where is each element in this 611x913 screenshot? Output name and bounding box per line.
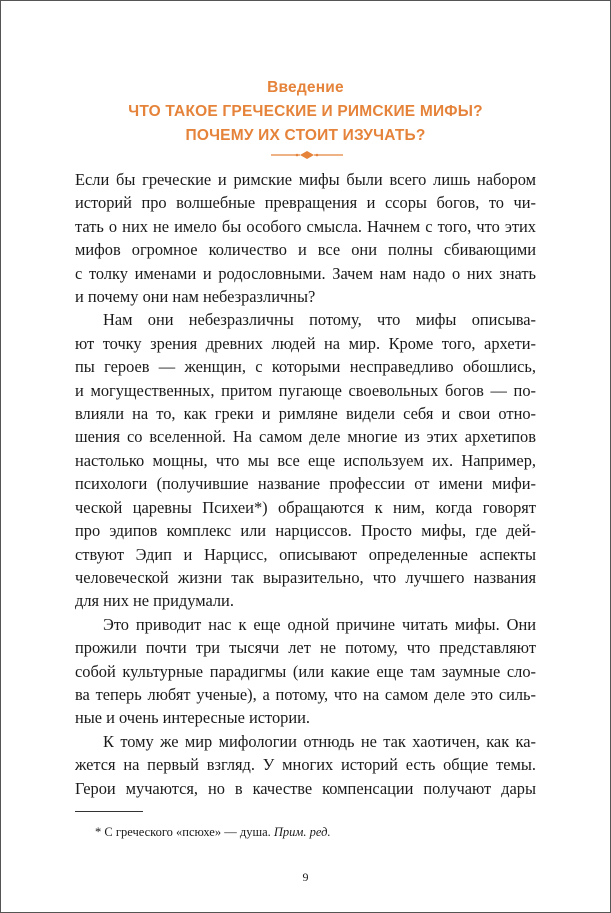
text-line: Герои мучаются, но в качестве компенсации получают дары <box>75 778 536 798</box>
footnote-divider <box>75 811 143 812</box>
chapter-header <box>1 76 610 148</box>
text-line: ют точку зрения древних людей на мир. Кроме того, архети- <box>75 333 536 353</box>
text-line: ческой царевны Психеи*) обращаются к ним, когда говорят <box>75 497 536 517</box>
text-line: ва теперь любят ученые), а потому, что на самом деле это силь- <box>75 684 536 704</box>
text-line: и почему они нам небезразличны? <box>75 287 316 307</box>
text-line: про эдипов комплекс или нарциссов. Просто мифы, где дей- <box>75 521 536 541</box>
text-line: собой культурные парадигмы (или какие еще там заумные сло- <box>75 661 536 681</box>
text-line: жется на первый взгляд. У многих историй есть общие темы. <box>75 755 536 775</box>
text-line: историй про волшебные превращения и ссоры богов, то чи- <box>75 193 536 213</box>
text-line: человеческой жизни так выразительно, что лучшего названия <box>75 567 536 587</box>
chapter-title-line-1: ЧТО ТАКОЕ ГРЕЧЕСКИЕ И РИМСКИЕ МИФЫ? <box>128 103 483 120</box>
text-line: мифов огромное количество и все они полны сбивающими <box>75 240 536 260</box>
decorative-divider-icon <box>269 149 345 161</box>
text-line: Нам они небезразличны потому, что мифы описыва- <box>103 310 536 330</box>
text-line: психологи (получившие название профессии от имени мифи- <box>75 474 536 494</box>
footnote <box>95 824 331 840</box>
main-text <box>75 168 536 800</box>
text-line: тать о них не имело бы особого смысла. Начнем с того, что этих <box>75 216 536 236</box>
chapter-label: Введение <box>267 79 344 96</box>
text-line: для них не придумали. <box>75 591 234 611</box>
text-line: пы героев — женщин, с которыми несправедливо обошлись, <box>75 357 536 377</box>
text-line: Это приводит нас к еще одной причине читать мифы. Они <box>103 614 536 634</box>
text-line: шения со вселенной. На самом деле многие из этих архетипов <box>75 427 536 447</box>
footnote-text: * С греческого «псюхе» — душа. <box>95 825 271 839</box>
text-line: влияли на то, как греки и римляне видели себя и свои отно- <box>75 404 536 424</box>
text-line: с толку именами и родословными. Зачем нам надо о них знать <box>75 263 536 283</box>
text-line: ные и очень интересные истории. <box>75 708 310 728</box>
text-line: и могущественных, притом пугающе своевольных богов — по- <box>75 380 536 400</box>
page-number: 9 <box>302 870 309 884</box>
chapter-title-line-2: ПОЧЕМУ ИХ СТОИТ ИЗУЧАТЬ? <box>185 127 426 144</box>
text-line: К тому же мир мифологии отнюдь не так хаотичен, как ка- <box>103 731 536 751</box>
text-line: настолько мощны, что мы все еще используем их. Например, <box>75 450 536 470</box>
text-line: Если бы греческие и римские мифы были всего лишь набором <box>75 170 536 189</box>
text-line: ствуют Эдип и Нарцисс, описывают определенные аспекты <box>75 544 536 564</box>
text-line: прожили почти три тысячи лет не потому, что представляют <box>75 638 536 658</box>
footnote-editor-note: Прим. ред. <box>273 825 331 839</box>
